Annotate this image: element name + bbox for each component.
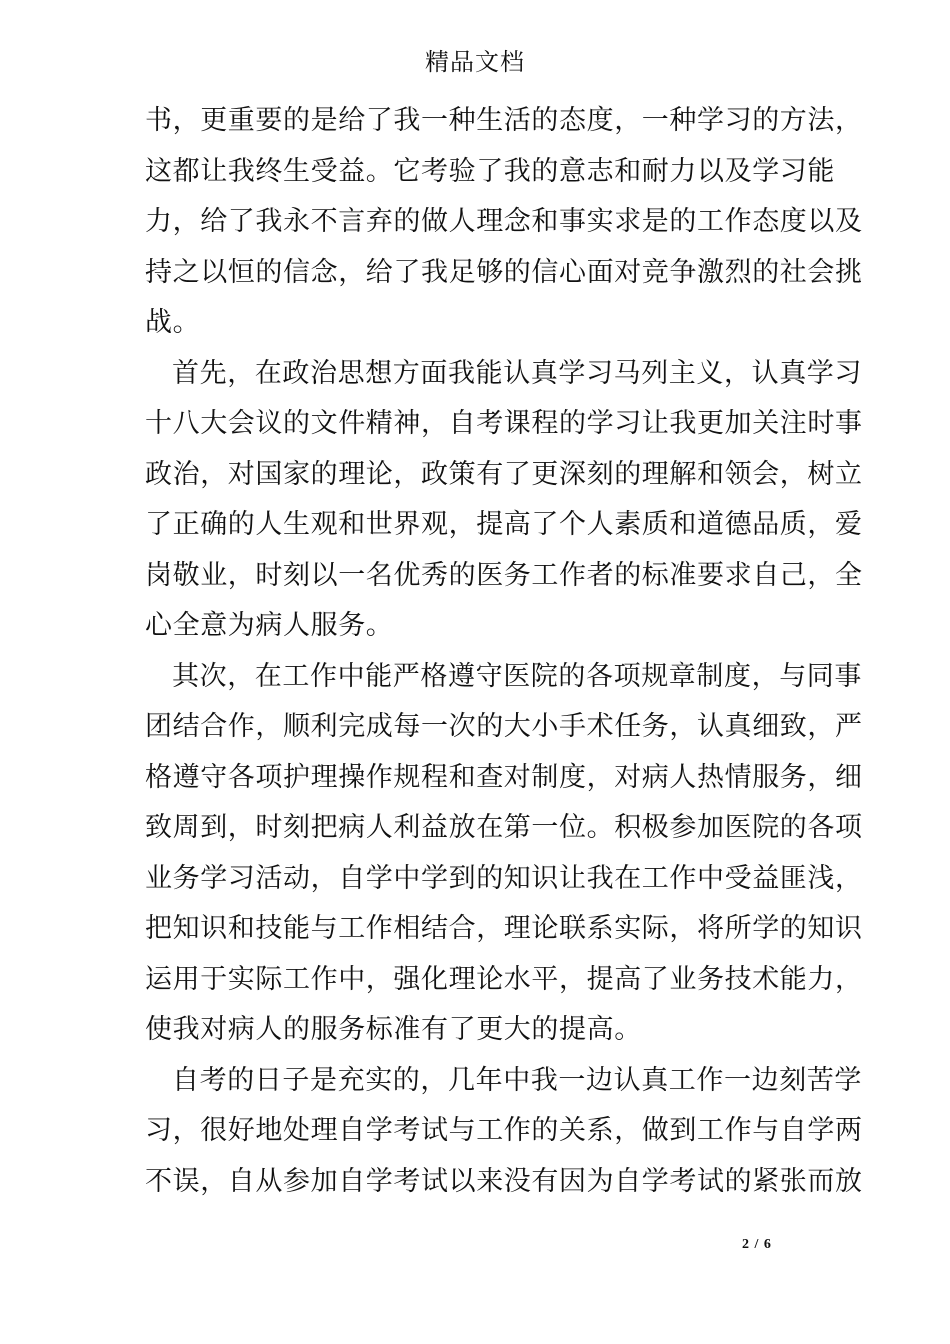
text-line: 格遵守各项护理操作规程和查对制度，对病人热情服务，细 — [145, 761, 863, 793]
body-text — [145, 96, 863, 1207]
page-number: 2 / 6 — [742, 1237, 772, 1252]
text-line: 战。 — [145, 307, 201, 338]
text-line: 十八大会议的文件精神，自考课程的学习让我更加关注时事 — [145, 408, 863, 439]
text-line: 运用于实际工作中，强化理论水平，提高了业务技术能力， — [145, 963, 863, 995]
text-line: 习，很好地处理自学考试与工作的关系，做到工作与自学两 — [145, 1115, 863, 1146]
text-line: 了正确的人生观和世界观，提高了个人素质和道德品质，爱 — [145, 509, 863, 540]
text-line: 不误，自从参加自学考试以来没有因为自学考试的紧张而放 — [145, 1165, 863, 1197]
text-line: 政治，对国家的理论，政策有了更深刻的理解和领会，树立 — [145, 458, 863, 490]
text-line: 致周到，时刻把病人利益放在第一位。积极参加医院的各项 — [145, 812, 863, 843]
text-line: 把知识和技能与工作相结合，理论联系实际，将所学的知识 — [145, 913, 863, 944]
text-line: 业务学习活动，自学中学到的知识让我在工作中受益匪浅， — [145, 862, 863, 894]
paragraph-start-line: 自考的日子是充实的，几年中我一边认真工作一边刻苦学 — [172, 1064, 862, 1096]
text-line: 使我对病人的服务标准有了更大的提高。 — [145, 1014, 642, 1045]
text-line: 团结合作，顺利完成每一次的大小手术任务，认真细致，严 — [145, 711, 863, 742]
text-line: 心全意为病人服务。 — [145, 610, 394, 641]
text-line: 持之以恒的信念，给了我足够的信心面对竞争激烈的社会挑 — [145, 256, 863, 288]
text-line: 书，更重要的是给了我一种生活的态度，一种学习的方法， — [145, 105, 863, 136]
text-line: 岗敬业，时刻以一名优秀的医务工作者的标准要求自己，全 — [145, 559, 863, 591]
paragraph-start-line: 首先，在政治思想方面我能认真学习马列主义，认真学习 — [172, 357, 862, 389]
text-line: 力，给了我永不言弃的做人理念和事实求是的工作态度以及 — [145, 206, 863, 237]
text-line: 这都让我终生受益。它考验了我的意志和耐力以及学习能 — [145, 155, 835, 187]
paragraph-start-line: 其次，在工作中能严格遵守医院的各项规章制度，与同事 — [172, 660, 862, 692]
page-header-title: 精品文档 — [425, 48, 525, 76]
